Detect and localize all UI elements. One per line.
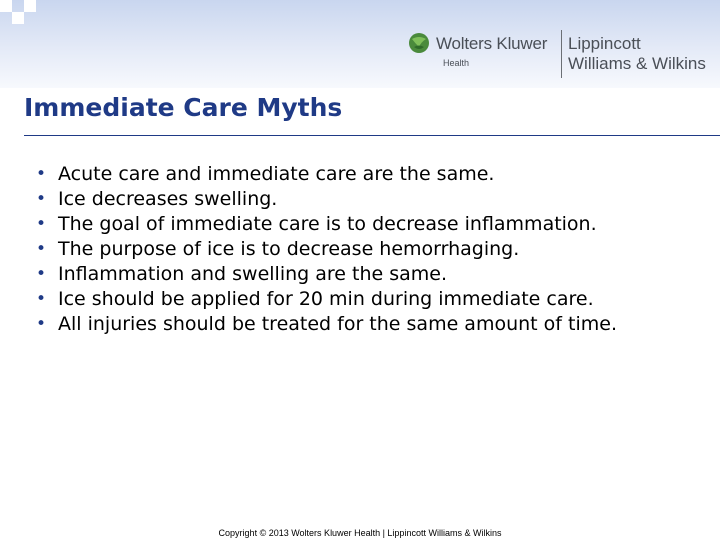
- bullet-dot-icon: •: [36, 314, 47, 334]
- bullet-text: The purpose of ice is to decrease hemorrhaging.: [58, 238, 520, 260]
- bullet-item: [36, 263, 676, 285]
- bullet-text: Inflammation and swelling are the same.: [58, 263, 448, 285]
- bullet-text: The goal of immediate care is to decrease inflammation.: [58, 213, 597, 235]
- bullet-text: Acute care and immediate care are the same.: [58, 163, 495, 185]
- bullet-item: [36, 163, 676, 185]
- logo-secondary-line2: Williams & Wilkins: [568, 54, 706, 73]
- bullet-dot-icon: •: [36, 164, 47, 184]
- bullet-item: [36, 188, 676, 210]
- decorative-square: [0, 0, 12, 12]
- bullet-text: Ice decreases swelling.: [58, 188, 278, 210]
- logo-primary-text: Wolters Kluwer: [436, 34, 548, 53]
- bullet-item: [36, 213, 676, 235]
- bullet-dot-icon: •: [36, 189, 47, 209]
- bullet-dot-icon: •: [36, 214, 47, 234]
- publisher-logo: [406, 30, 718, 80]
- bullet-dot-icon: •: [36, 239, 47, 259]
- bullet-item: [36, 288, 676, 310]
- slide-title: Immediate Care Myths: [24, 93, 343, 122]
- bullet-text: Ice should be applied for 20 min during immediate care.: [58, 288, 594, 310]
- decorative-square: [12, 12, 24, 24]
- bullet-item: [36, 313, 676, 335]
- logo-sub-text: Health: [443, 58, 470, 68]
- bullet-dot-icon: •: [36, 289, 47, 309]
- title-underline: [24, 135, 720, 136]
- logo-divider: [561, 30, 562, 78]
- logo-secondary-line1: Lippincott: [568, 34, 641, 53]
- bullet-item: [36, 238, 676, 260]
- bullet-dot-icon: •: [36, 264, 47, 284]
- bullet-text: All injuries should be treated for the same amount of time.: [58, 313, 617, 335]
- copyright-footer: Copyright © 2013 Wolters Kluwer Health | Lippincott Williams & Wilkins: [218, 528, 502, 538]
- decorative-square: [24, 0, 36, 12]
- globe-icon: [408, 32, 430, 54]
- bullet-list: [36, 163, 676, 338]
